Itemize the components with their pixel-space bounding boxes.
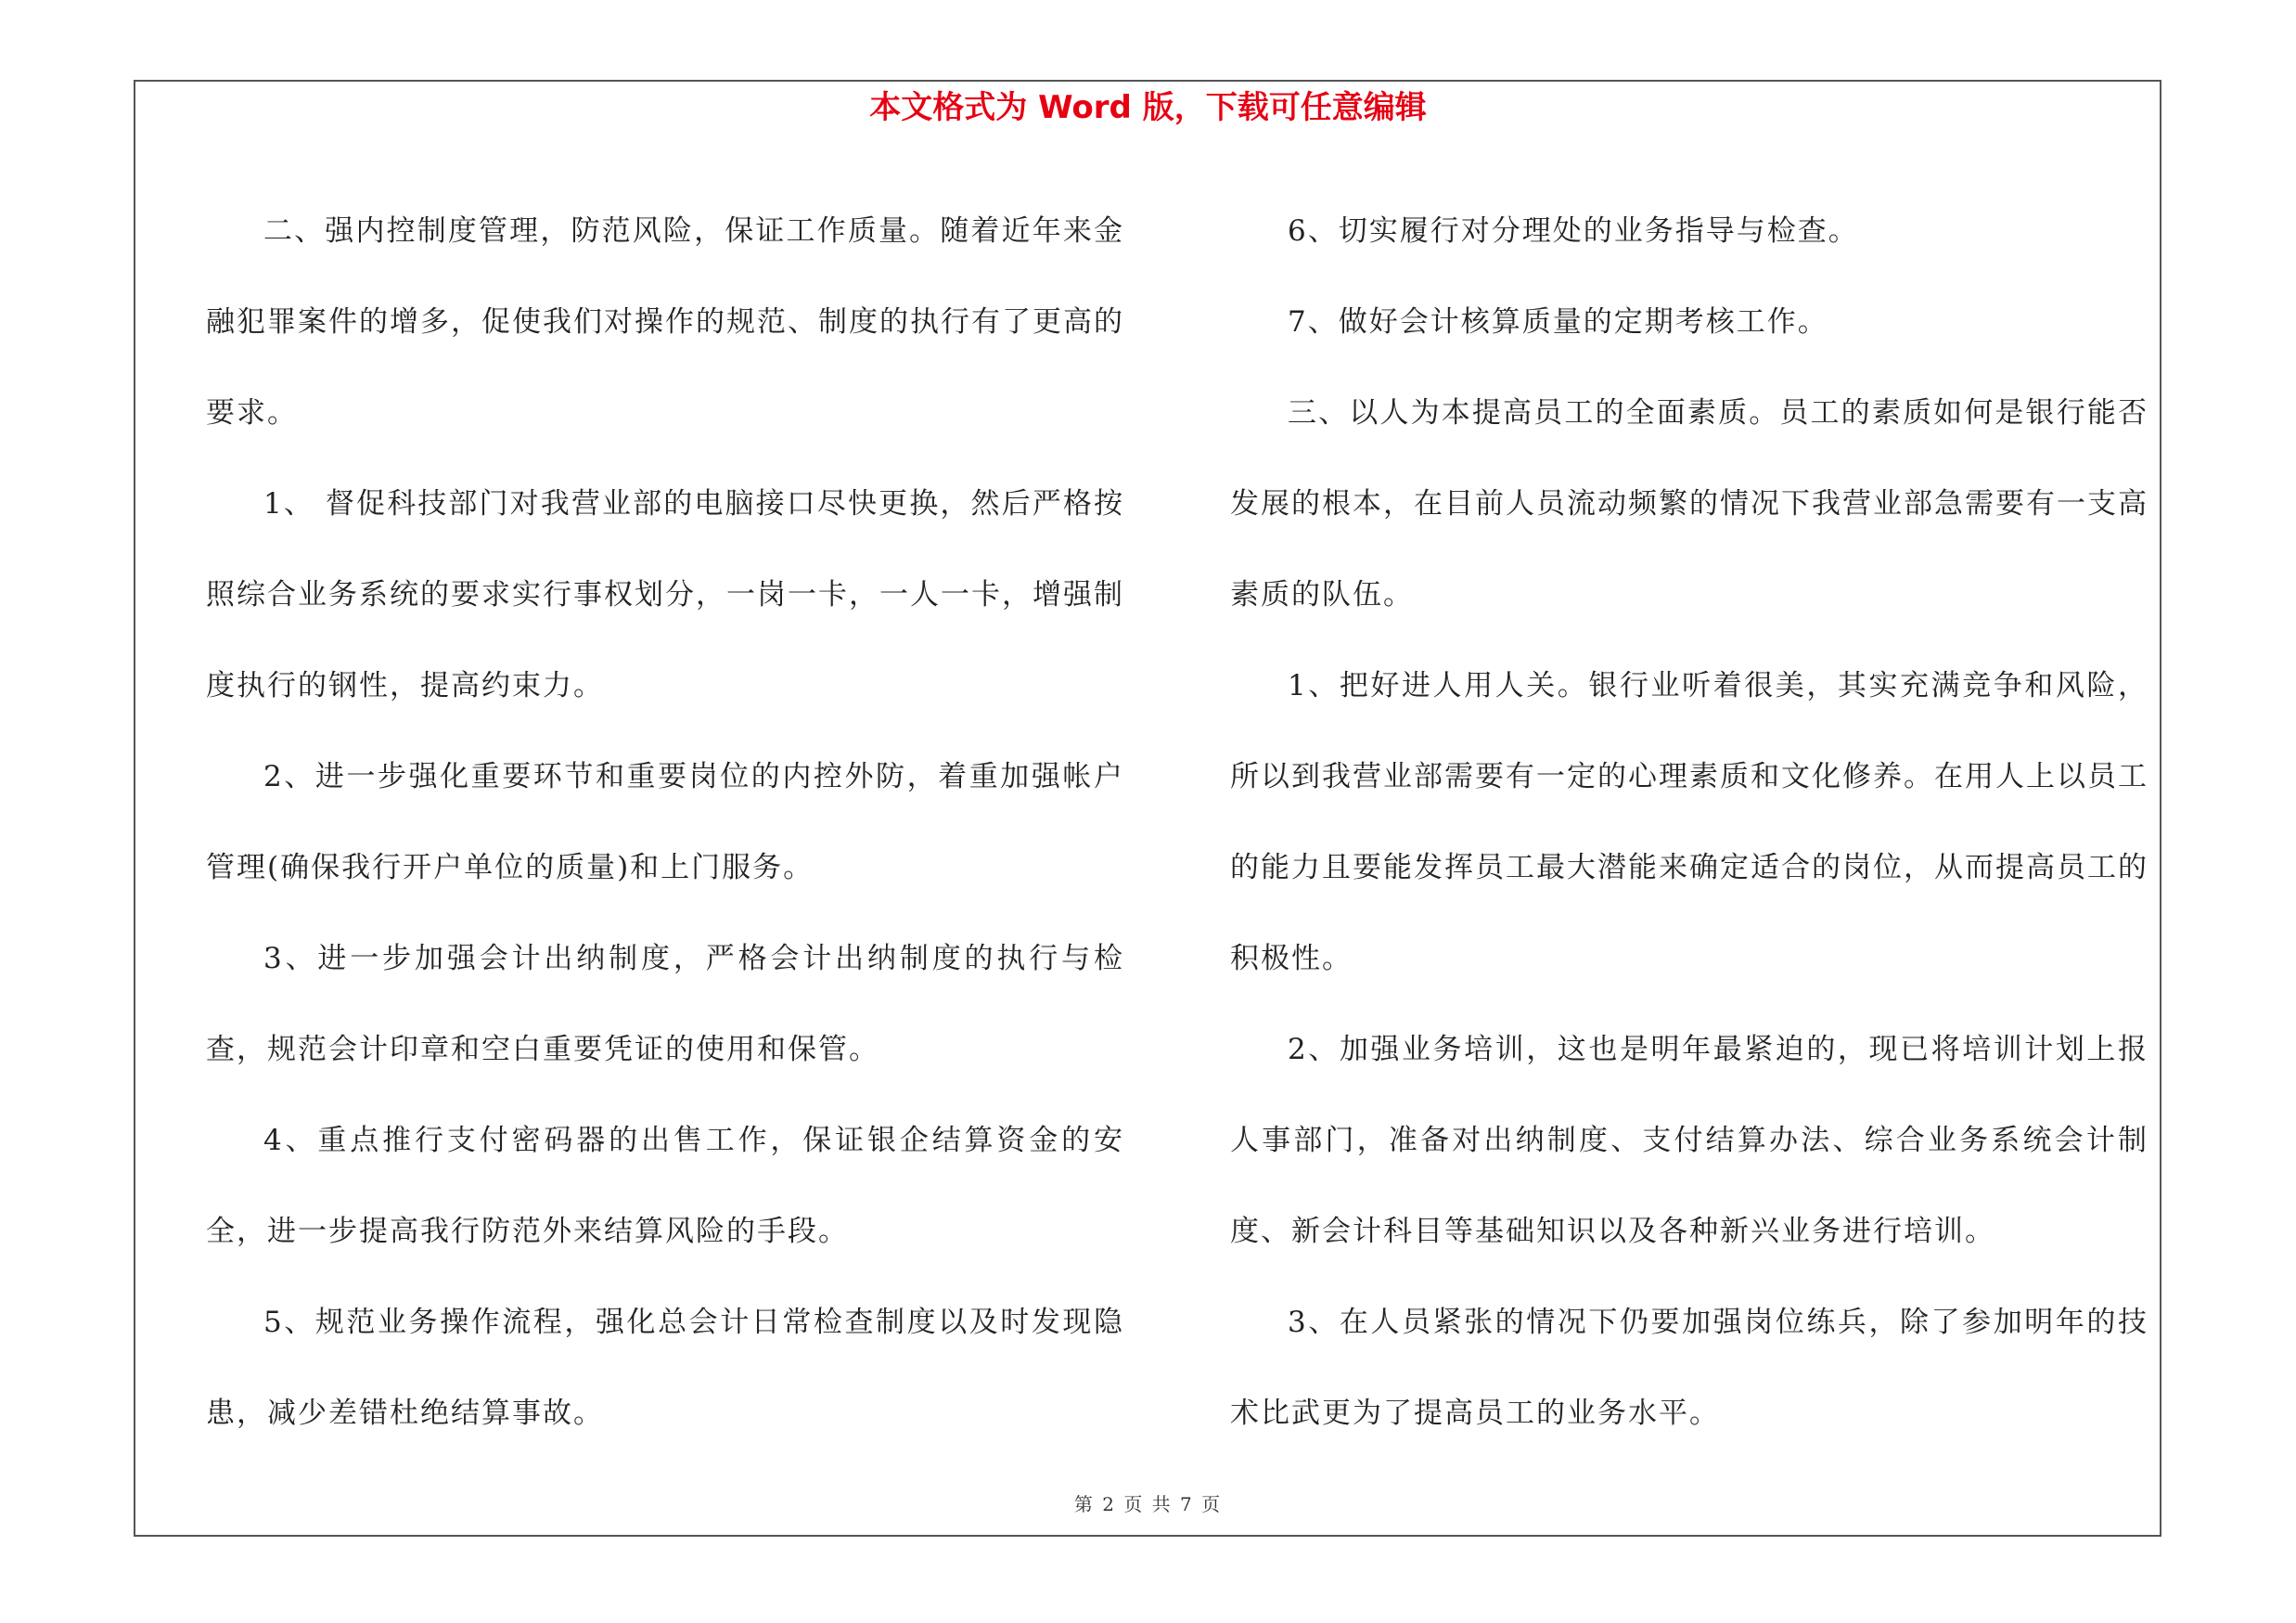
paragraph: 6、切实履行对分理处的业务指导与检查。 [1288, 214, 1859, 248]
paragraph: 三、以人为本提高员工的全面素质。员工的素质如何是银行能否发展的根本，在目前人员流动频繁的情况下我营业部急需要有一支高素质的队伍。 [1230, 396, 2148, 612]
paragraph: 1、 督促科技部门对我营业部的电脑接口尽快更换，然后严格按照综合业务系统的要求实行事权划分，一岗一卡，一人一卡，增强制度执行的钢性，提高约束力。 [206, 487, 1124, 702]
paragraph: 2、加强业务培训，这也是明年最紧迫的，现已将培训计划上报人事部门，准备对出纳制度、支付结算办法、综合业务系统会计制度、新会计科目等基础知识以及各种新兴业务进行培训。 [1230, 1033, 2148, 1248]
paragraph: 二、强内控制度管理，防范风险，保证工作质量。随着近年来金融犯罪案件的增多，促使我们对操作的规范、制度的执行有了更高的要求。 [206, 214, 1124, 430]
paragraph: 1、把好进人用人关。银行业听着很美，其实充满竞争和风险，所以到我营业部需要有一定的心理素质和文化修养。在用人上以员工的能力且要能发挥员工最大潜能来确定适合的岗位，从而提高员工的积极性。 [1230, 669, 2148, 975]
right-column [1230, 186, 2148, 1459]
page-number-footer: 第 2 页 共 7 页 [1073, 1493, 1223, 1515]
paragraph: 2、进一步强化重要环节和重要岗位的内控外防，着重加强帐户管理(确保我行开户单位的质量)和上门服务。 [206, 760, 1124, 884]
paragraph: 3、在人员紧张的情况下仍要加强岗位练兵，除了参加明年的技术比武更为了提高员工的业务水平。 [1230, 1306, 2148, 1430]
paragraph: 5、规范业务操作流程，强化总会计日常检查制度以及时发现隐患，减少差错杜绝结算事故。 [206, 1306, 1124, 1430]
paragraph: 7、做好会计核算质量的定期考核工作。 [1288, 305, 1828, 339]
left-column [206, 186, 1124, 1459]
paragraph: 3、进一步加强会计出纳制度，严格会计出纳制度的执行与检查，规范会计印章和空白重要凭证的使用和保管。 [206, 942, 1124, 1066]
word-format-banner: 本文格式为 Word 版，下载可任意编辑 [869, 89, 1427, 126]
paragraph: 4、重点推行支付密码器的出售工作，保证银企结算资金的安全，进一步提高我行防范外来结算风险的手段。 [206, 1124, 1124, 1248]
